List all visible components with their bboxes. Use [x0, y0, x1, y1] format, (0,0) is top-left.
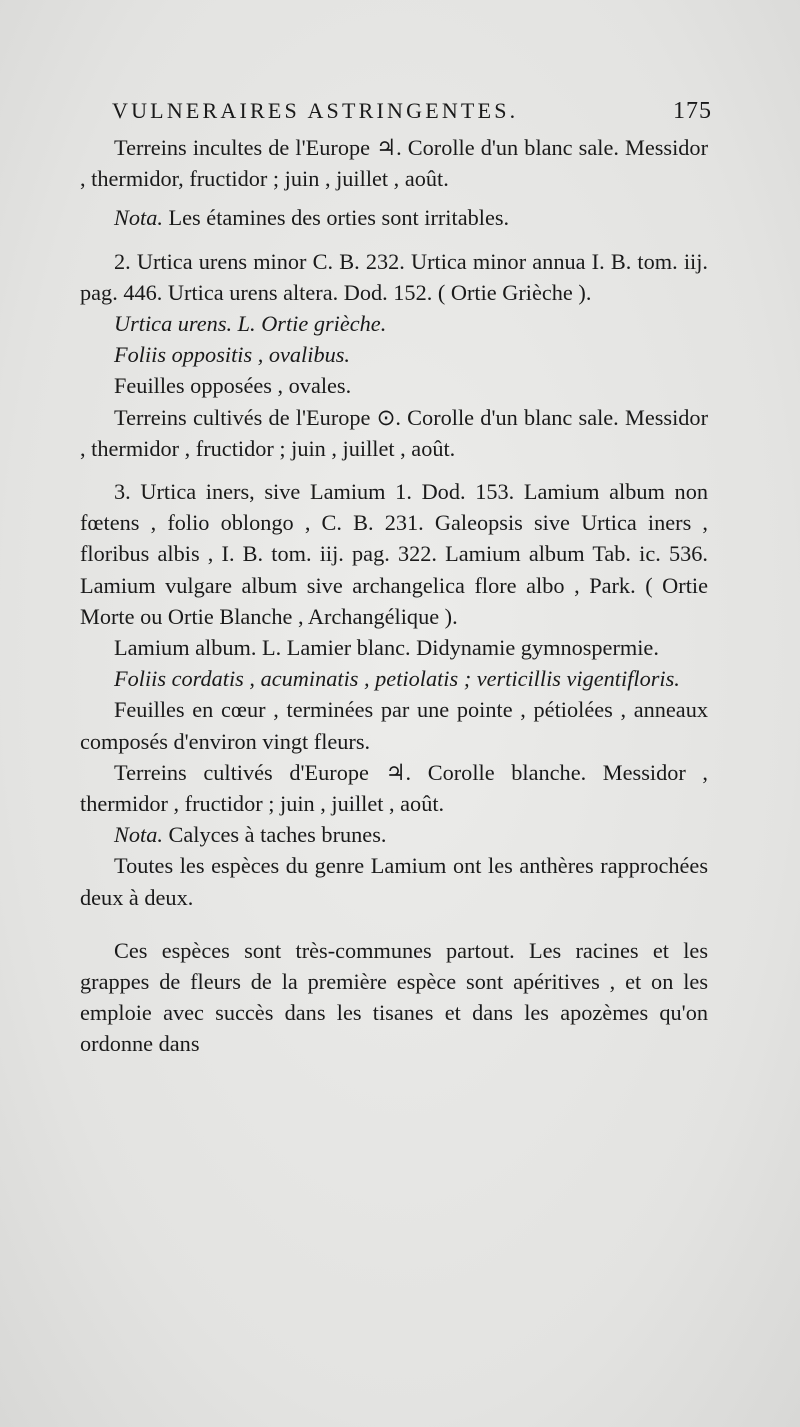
page-number: 175 [673, 98, 712, 124]
genus-note: Toutes les espèces du genre Lamium ont les anthères rapprochées deux à deux. [80, 853, 708, 910]
closing-paragraph: Ces espèces sont très-communes partout. Les racines et les grappes de fleurs de la première espèce sont apéritives , et on les emploie avec succès dans les tisanes et dans les apozèmes qu'on ordonne dans [80, 937, 708, 1057]
nota-paragraph: Nota. Les étamines des orties sont irritables. [114, 205, 510, 231]
latin-description: Foliis oppositis , ovalibus. [114, 342, 350, 368]
running-header [112, 98, 712, 125]
linnaean-name: Urtica urens. L. Ortie grièche. [114, 311, 387, 337]
nota-paragraph: Nota. Calyces à taches brunes. [114, 822, 387, 848]
latin-description: Foliis cordatis , acuminatis , petiolatis ; verticillis vigentifloris. [114, 666, 680, 692]
habitat-paragraph: Terreins cultivés d'Europe ♃. Corolle blanche. Messidor , thermidor , fructidor ; juin , juillet , août. [80, 759, 708, 817]
habitat-paragraph: Terreins cultivés de l'Europe ⊙. Corolle d'un blanc sale. Messidor , thermidor , fructidor ; juin , juillet , août. [80, 404, 708, 461]
linnaean-name: Lamium album. L. Lamier blanc. Didynamie gymnospermie. [114, 635, 659, 661]
page-body [80, 132, 708, 1072]
french-description: Feuilles en cœur , terminées par une pointe , pétiolées , anneaux composés d'environ vingt fleurs. [80, 697, 708, 754]
species-entry: 3. Urtica iners, sive Lamium 1. Dod. 153. Lamium album non fœtens , folio oblongo , C. B. 231. Galeopsis sive Urtica iners , floribus albis , I. B. tom. iij. pag. 322. Lamium album Tab. ic. 536. Lamium vulgare album sive archangelica flore albo , Park. ( Ortie Morte ou Ortie Blanche , Archangélique ). [80, 479, 708, 629]
french-description: Feuilles opposées , ovales. [114, 373, 352, 399]
paragraph: Terreins incultes de l'Europe ♃. Corolle d'un blanc sale. Messidor , thermidor, fructidor ; juin , juillet , août. [80, 135, 708, 192]
header-title: VULNERAIRES ASTRINGENTES. [112, 98, 519, 123]
species-entry: 2. Urtica urens minor C. B. 232. Urtica minor annua I. B. tom. iij. pag. 446. Urtica urens altera. Dod. 152. ( Ortie Grièche ). [80, 248, 708, 305]
